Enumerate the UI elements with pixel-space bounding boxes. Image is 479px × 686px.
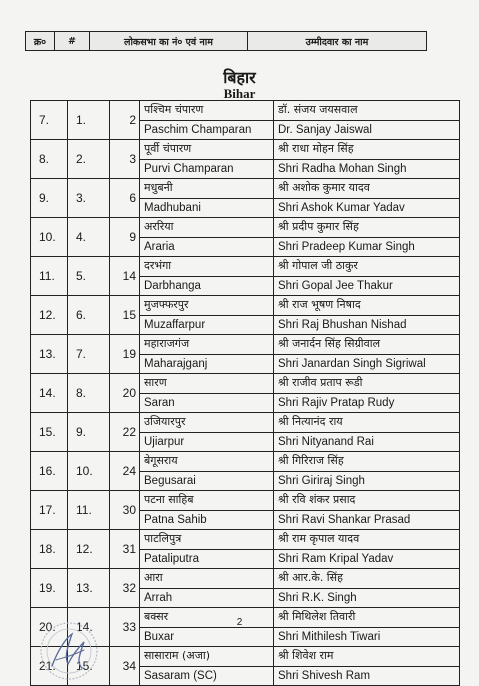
serial-cell: 18. (31, 530, 68, 569)
constituency-name-hindi: मुजफ्फरपुर (140, 296, 273, 316)
serial-cell: 17. (31, 491, 68, 530)
constituency-name-english: Darbhanga (144, 279, 201, 292)
constituency-number-cell: 22 (110, 413, 140, 452)
candidate-name-english: Shri Ashok Kumar Yadav (278, 201, 405, 214)
candidate-name-english: Shri Janardan Singh Sigriwal (278, 357, 426, 370)
constituency-name-hindi: दरभंगा (140, 257, 273, 277)
constituency-cell (140, 179, 274, 218)
candidate-cell (274, 530, 460, 569)
serial-cell: 20. (31, 608, 68, 647)
constituency-number-cell: 30 (110, 491, 140, 530)
index-cell: 9. (68, 413, 110, 452)
index-cell: 7. (68, 335, 110, 374)
state-title-hindi: बिहार (223, 68, 256, 87)
candidate-cell (274, 374, 460, 413)
signature-seal-icon (38, 620, 100, 682)
constituency-name-english: Paschim Champaran (144, 123, 252, 136)
index-cell: 1. (68, 101, 110, 140)
constituency-name-hindi: उजियारपुर (140, 413, 273, 433)
constituency-number-cell: 3 (110, 140, 140, 179)
serial-cell: 12. (31, 296, 68, 335)
state-title-english: Bihar (223, 86, 256, 101)
index-cell: 11. (68, 491, 110, 530)
table-row (31, 218, 460, 257)
candidate-name-hindi: श्री शिवेश राम (274, 647, 459, 667)
constituency-name-hindi: महाराजगंज (140, 335, 273, 355)
constituency-number-cell: 19 (110, 335, 140, 374)
constituency-number-cell: 32 (110, 569, 140, 608)
serial-cell: 11. (31, 257, 68, 296)
table-row (31, 257, 460, 296)
index-cell: 10. (68, 452, 110, 491)
candidate-name-english: Shri Shivesh Ram (278, 669, 371, 682)
constituency-name-english: Ujiarpur (144, 435, 185, 448)
candidate-name-english: Shri Ravi Shankar Prasad (278, 513, 411, 526)
index-cell: 13. (68, 569, 110, 608)
candidate-name-hindi: श्री गोपाल जी ठाकुर (274, 257, 459, 277)
table-row (31, 530, 460, 569)
serial-cell: 7. (31, 101, 68, 140)
constituency-number-cell: 20 (110, 374, 140, 413)
candidate-table (30, 100, 460, 686)
constituency-number-cell: 14 (110, 257, 140, 296)
constituency-name-english: Purvi Champaran (144, 162, 234, 175)
constituency-name-hindi: पटना साहिब (140, 491, 273, 511)
candidate-cell (274, 296, 460, 335)
candidate-cell (274, 491, 460, 530)
index-cell: 4. (68, 218, 110, 257)
constituency-name-english: Araria (144, 240, 175, 253)
constituency-name-hindi: सासाराम (अजा) (140, 647, 273, 667)
constituency-name-hindi: सारण (140, 374, 273, 394)
candidate-name-hindi: श्री रवि शंकर प्रसाद (274, 491, 459, 511)
constituency-number-cell: 31 (110, 530, 140, 569)
constituency-name-english: Begusarai (144, 474, 196, 487)
table-row (31, 491, 460, 530)
constituency-cell (140, 218, 274, 257)
constituency-name-hindi: मधुबनी (140, 179, 273, 199)
constituency-name-hindi: पाटलिपुत्र (140, 530, 273, 550)
candidate-cell (274, 101, 460, 140)
candidate-cell (274, 218, 460, 257)
table-row (31, 140, 460, 179)
candidate-name-hindi: श्री राधा मोहन सिंह (274, 140, 459, 160)
constituency-number-cell: 6 (110, 179, 140, 218)
candidate-name-english: Shri Radha Mohan Singh (278, 162, 407, 175)
candidate-name-hindi: डॉ. संजय जयसवाल (274, 101, 459, 121)
table-row (31, 101, 460, 140)
candidate-name-english: Shri Mithilesh Tiwari (278, 630, 381, 643)
constituency-name-english: Saran (144, 396, 175, 409)
serial-cell: 15. (31, 413, 68, 452)
table-row (31, 296, 460, 335)
constituency-cell (140, 452, 274, 491)
candidate-name-hindi: श्री राजीव प्रताप रूडी (274, 374, 459, 394)
candidate-name-english: Shri Pradeep Kumar Singh (278, 240, 415, 253)
candidate-cell (274, 335, 460, 374)
constituency-number-cell: 33 (110, 608, 140, 647)
candidate-name-english: Shri R.K. Singh (278, 591, 357, 604)
index-cell: 3. (68, 179, 110, 218)
constituency-cell (140, 257, 274, 296)
constituency-number-cell: 24 (110, 452, 140, 491)
header-candidate: उम्मीदवार का नाम (305, 36, 369, 48)
constituency-cell (140, 140, 274, 179)
index-cell: 6. (68, 296, 110, 335)
serial-cell: 16. (31, 452, 68, 491)
constituency-name-english: Arrah (144, 591, 173, 604)
candidate-name-hindi: श्री जनार्दन सिंह सिग्रीवाल (274, 335, 459, 355)
column-header-bar (25, 31, 427, 51)
index-cell: 8. (68, 374, 110, 413)
constituency-cell (140, 374, 274, 413)
candidate-cell (274, 569, 460, 608)
constituency-name-hindi: बेगूसराय (140, 452, 273, 472)
serial-cell: 21. (31, 647, 68, 686)
constituency-name-hindi: अररिया (140, 218, 273, 238)
constituency-number-cell: 34 (110, 647, 140, 686)
constituency-cell (140, 335, 274, 374)
constituency-name-hindi: आरा (140, 569, 273, 589)
candidate-name-english: Shri Giriraj Singh (278, 474, 365, 487)
constituency-cell (140, 491, 274, 530)
constituency-number-cell: 9 (110, 218, 140, 257)
candidate-name-english: Shri Ram Kripal Yadav (278, 552, 394, 565)
constituency-name-english: Pataliputra (144, 552, 199, 565)
table-row (31, 569, 460, 608)
table-row (31, 413, 460, 452)
serial-cell: 8. (31, 140, 68, 179)
header-serial: क्र० (26, 32, 55, 50)
candidate-name-hindi: श्री नित्यानंद राय (274, 413, 459, 433)
candidate-name-hindi: श्री अशोक कुमार यादव (274, 179, 459, 199)
constituency-name-english: Buxar (144, 630, 175, 643)
constituency-cell (140, 647, 274, 686)
candidate-name-hindi: श्री राज भूषण निषाद (274, 296, 459, 316)
table-row (31, 452, 460, 491)
candidate-name-hindi: श्री आर.के. सिंह (274, 569, 459, 589)
index-cell: 15. (68, 647, 110, 686)
constituency-cell (140, 569, 274, 608)
candidate-name-hindi: श्री मिथिलेश तिवारी (274, 608, 459, 628)
candidate-name-english: Shri Rajiv Pratap Rudy (278, 396, 395, 409)
constituency-cell (140, 296, 274, 335)
candidate-cell (274, 140, 460, 179)
candidate-name-english: Shri Raj Bhushan Nishad (278, 318, 407, 331)
constituency-name-hindi: पूर्वी चंपारण (140, 140, 273, 160)
candidate-name-english: Shri Nityanand Rai (278, 435, 374, 448)
constituency-number-cell: 2 (110, 101, 140, 140)
page-number: 2 (236, 617, 243, 628)
header-hash: # (55, 32, 90, 50)
header-constituency: लोकसभा का नं० एवं नाम (90, 32, 248, 50)
constituency-name-hindi: बक्सर (140, 608, 273, 628)
constituency-cell (140, 413, 274, 452)
candidate-cell (274, 257, 460, 296)
index-cell: 5. (68, 257, 110, 296)
table-row (31, 179, 460, 218)
candidate-cell (274, 647, 460, 686)
candidate-name-english: Dr. Sanjay Jaiswal (278, 123, 372, 136)
candidate-cell (274, 413, 460, 452)
serial-cell: 9. (31, 179, 68, 218)
constituency-name-english: Patna Sahib (144, 513, 207, 526)
candidate-name-hindi: श्री गिरिराज सिंह (274, 452, 459, 472)
constituency-number-cell: 15 (110, 296, 140, 335)
serial-cell: 10. (31, 218, 68, 257)
serial-cell: 19. (31, 569, 68, 608)
table-row (31, 374, 460, 413)
constituency-name-hindi: पश्चिम चंपारण (140, 101, 273, 121)
constituency-name-english: Muzaffarpur (144, 318, 206, 331)
constituency-name-english: Sasaram (SC) (144, 669, 217, 682)
candidate-cell (274, 452, 460, 491)
table-row (31, 335, 460, 374)
index-cell: 12. (68, 530, 110, 569)
constituency-name-english: Madhubani (144, 201, 201, 214)
candidate-name-english: Shri Gopal Jee Thakur (278, 279, 393, 292)
constituency-cell (140, 530, 274, 569)
index-cell: 2. (68, 140, 110, 179)
constituency-cell (140, 101, 274, 140)
candidate-name-hindi: श्री राम कृपाल यादव (274, 530, 459, 550)
candidate-cell (274, 179, 460, 218)
constituency-name-english: Maharajganj (144, 357, 208, 370)
candidate-name-hindi: श्री प्रदीप कुमार सिंह (274, 218, 459, 238)
serial-cell: 14. (31, 374, 68, 413)
index-cell: 14. (68, 608, 110, 647)
serial-cell: 13. (31, 335, 68, 374)
